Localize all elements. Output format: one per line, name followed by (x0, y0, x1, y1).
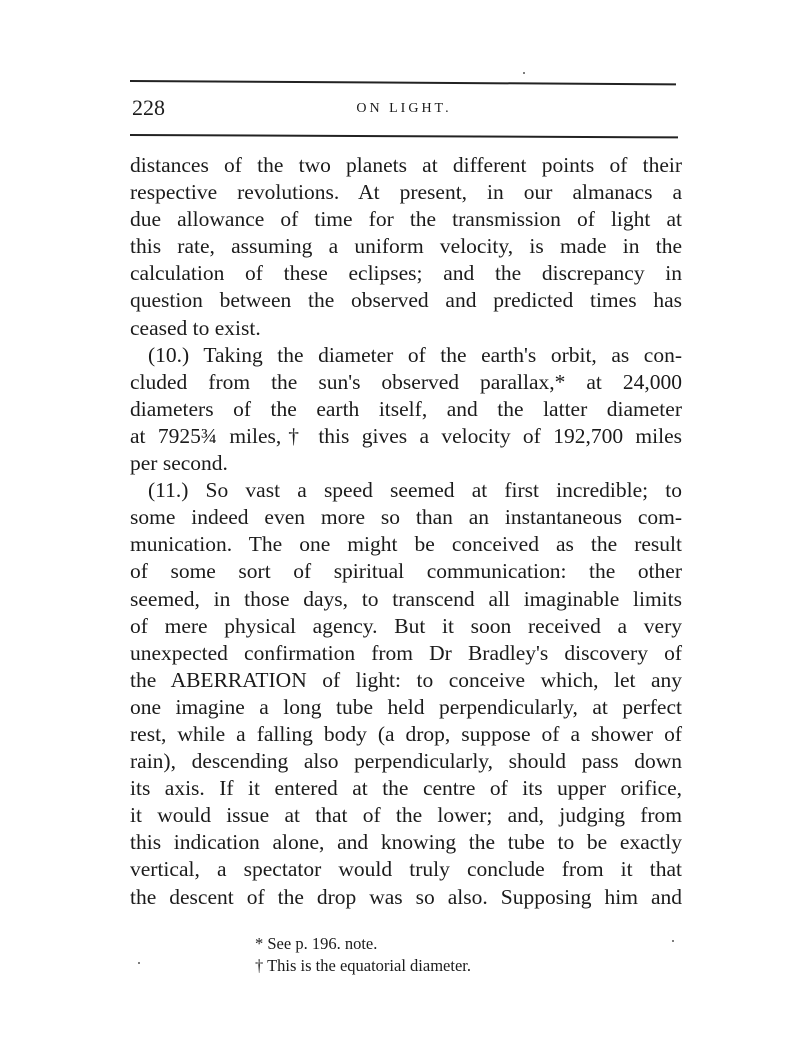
text-line: due allowance of time for the transmission of light at (130, 207, 682, 232)
text-line: respective revolutions. At present, in our almanacs a (130, 180, 682, 205)
text-line: at 7925¾ miles,† this gives a velocity of 192,700 miles (130, 423, 682, 448)
page-header (130, 95, 678, 125)
print-speck (523, 72, 525, 74)
text-line: it would issue at that of the lower; and, judging from (130, 803, 682, 828)
text-line: seemed, in those days, to transcend all imaginable limits (130, 586, 682, 611)
text-line: its axis. If it entered at the centre of its upper orifice, (130, 776, 682, 801)
text-line: per second. (130, 451, 228, 476)
text-line: some indeed even more so than an instantaneous com- (130, 505, 682, 530)
text-line: one imagine a long tube held perpendicularly, at perfect (130, 694, 682, 719)
footnote-parallax: * See p. 196. note. (255, 934, 378, 953)
text-line: of some sort of spiritual communication: the other (130, 559, 682, 584)
text-line: diameters of the earth itself, and the latter diameter (130, 396, 682, 421)
header-top-rule (130, 80, 676, 85)
paragraph-start-line: (10.) Taking the diameter of the earth's orbit, as con- (148, 342, 682, 367)
text-line: question between the observed and predicted times has (130, 288, 682, 313)
text-line: ceased to exist. (130, 315, 261, 340)
paragraph-start-line: (11.) So vast a speed seemed at first incredible; to (148, 478, 682, 503)
text-line: the ABERRATION of light: to conceive which, let any (130, 667, 682, 692)
footnote-diameter: † This is the equatorial diameter. (255, 956, 471, 975)
text-line: this rate, assuming a uniform velocity, is made in the (130, 234, 682, 259)
text-line: cluded from the sun's observed parallax,* at 24,000 (130, 369, 682, 394)
text-line: rest, while a falling body (a drop, suppose of a shower of (130, 721, 682, 746)
text-line: of mere physical agency. But it soon received a very (130, 613, 682, 638)
text-line: calculation of these eclipses; and the discrepancy in (130, 261, 682, 286)
text-line: munication. The one might be conceived as the result (130, 532, 682, 557)
body-text (130, 152, 682, 911)
text-line: distances of the two planets at different points of their (130, 153, 682, 177)
text-line: this indication alone, and knowing the tube to be exactly (130, 830, 682, 855)
text-line: the descent of the drop was so also. Supposing him and (130, 884, 682, 909)
text-line: unexpected confirmation from Dr Bradley's discovery of (130, 640, 682, 665)
text-line: rain), descending also perpendicularly, should pass down (130, 749, 682, 774)
header-bottom-rule (130, 134, 678, 138)
footnotes (255, 933, 675, 977)
print-speck (138, 962, 140, 964)
running-head: ON LIGHT. (356, 101, 452, 116)
text-line: vertical, a spectator would truly conclude from it that (130, 857, 682, 882)
print-speck (672, 940, 674, 942)
page-number: 228 (132, 95, 165, 120)
